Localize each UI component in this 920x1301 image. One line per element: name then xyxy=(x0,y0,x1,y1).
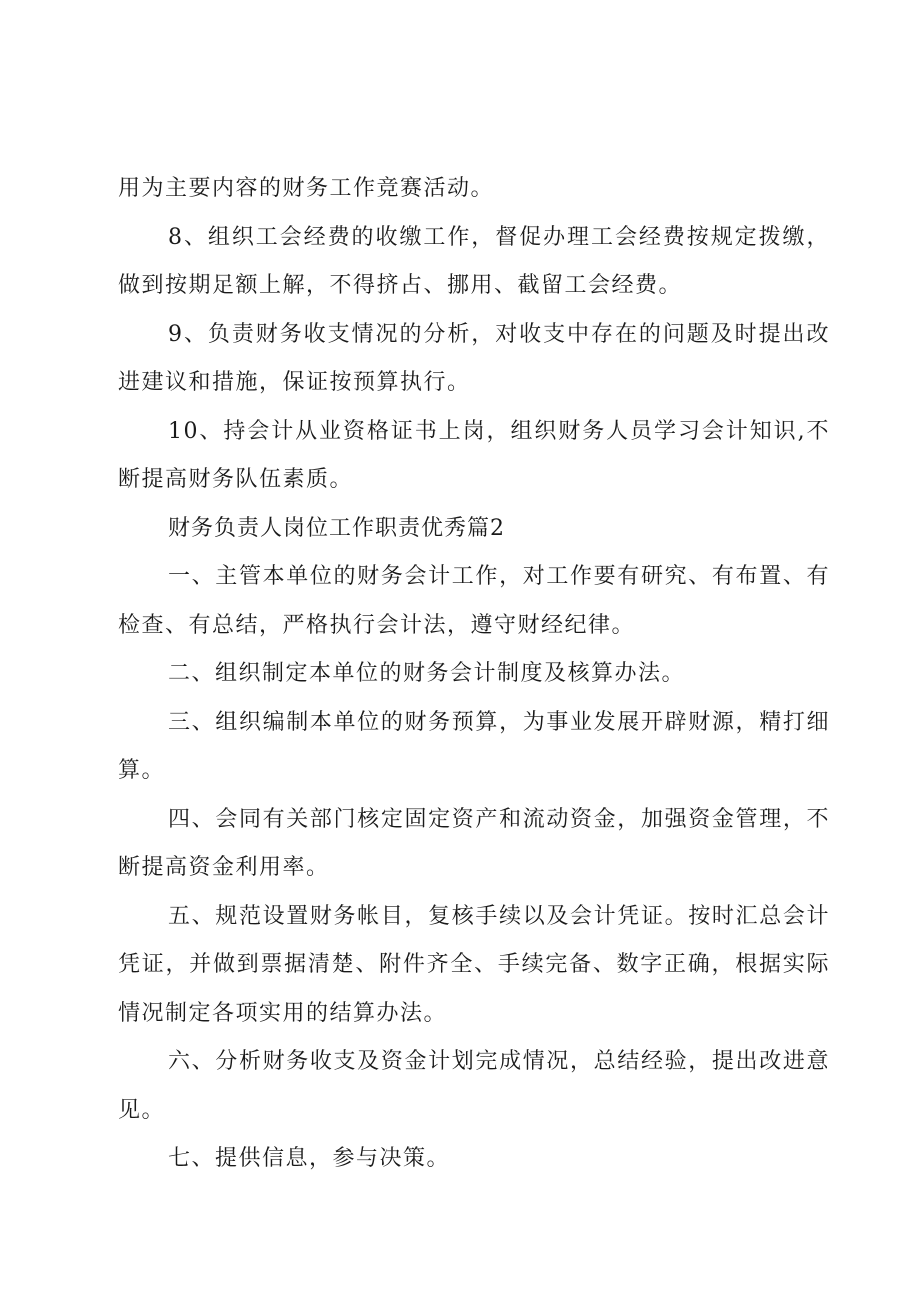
paragraph-item-two: 二、组织制定本单位的财务会计制度及核算办法。 xyxy=(168,661,686,686)
paragraph-item-9: 9、负责财务收支情况的分析，对收支中存在的问题及时提出改进建议和措施，保证按预算执行。 xyxy=(118,321,830,395)
paragraph-item-four: 四、会同有关部门核定固定资产和流动资金，加强资金管理，不断提高资金利用率。 xyxy=(118,806,830,880)
paragraph-item-six: 六、分析财务收支及资金计划完成情况，总结经验，提出改进意见。 xyxy=(118,1049,830,1123)
paragraph-item-five: 五、规范设置财务帐目，复核手续以及会计凭证。按时汇总会计凭证，并做到票据清楚、附件齐全、手续完备、数字正确，根据实际情况制定各项实用的结算办法。 xyxy=(118,903,830,1026)
document-body xyxy=(118,165,830,1184)
paragraph-continuation: 用为主要内容的财务工作竞赛活动。 xyxy=(118,176,495,201)
paragraph-item-three: 三、组织编制本单位的财务预算，为事业发展开辟财源，精打细算。 xyxy=(118,709,830,783)
section-heading: 财务负责人岗位工作职责优秀篇2 xyxy=(168,515,505,541)
paragraph-item-one: 一、主管本单位的财务会计工作，对工作要有研究、有布置、有检查、有总结，严格执行会计法，遵守财经纪律。 xyxy=(118,564,830,638)
paragraph-item-10: 10、持会计从业资格证书上岗，组织财务人员学习会计知识,不断提高财务队伍素质。 xyxy=(118,418,830,492)
paragraph-item-seven: 七、提供信息，参与决策。 xyxy=(168,1146,451,1171)
paragraph-item-8: 8、组织工会经费的收缴工作，督促办理工会经费按规定拨缴，做到按期足额上解，不得挤占、挪用、截留工会经费。 xyxy=(118,224,830,298)
